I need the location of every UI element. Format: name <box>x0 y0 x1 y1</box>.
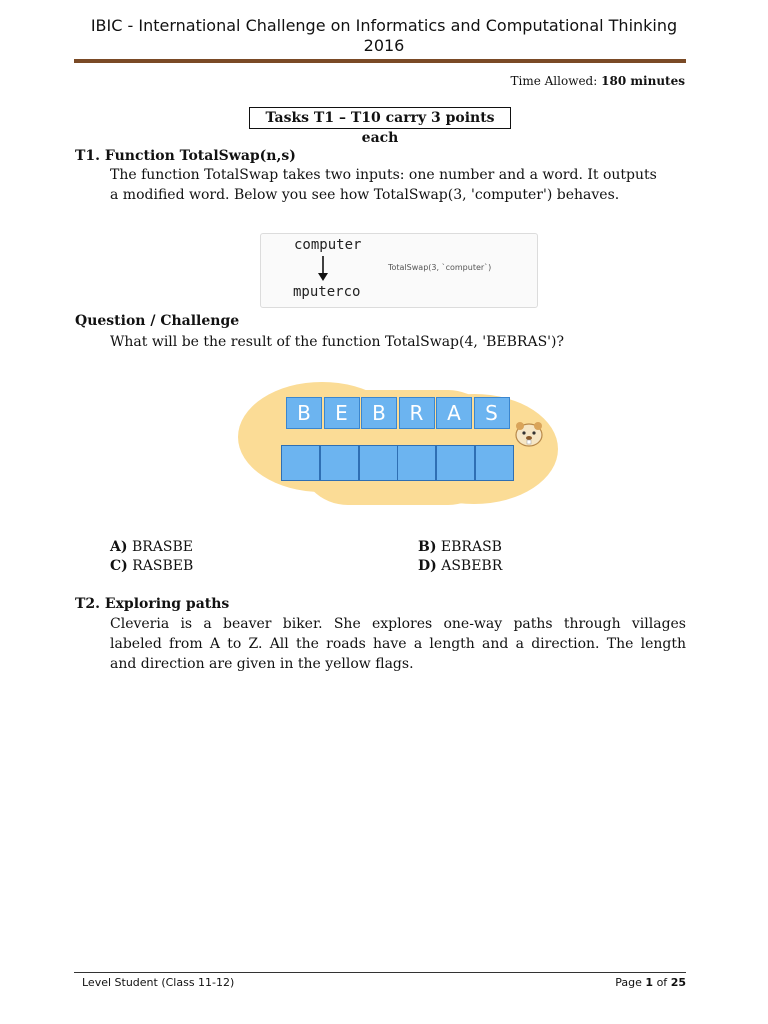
time-allowed-label: Time Allowed: <box>510 74 598 88</box>
answer-text: ASBEBR <box>441 558 503 574</box>
tasks-points-box: Tasks T1 – T10 carry 3 points each <box>249 107 511 129</box>
answer-option-b[interactable] <box>418 537 502 557</box>
answer-key: A) <box>110 539 128 555</box>
question-text: What will be the result of the function TotalSwap(4, 'BEBRAS')? <box>110 334 564 350</box>
answer-key: C) <box>110 558 128 574</box>
answer-slot[interactable] <box>475 445 514 481</box>
t1-heading: T1. Function TotalSwap(n,s) <box>75 148 296 164</box>
answer-text: RASBEB <box>132 558 194 574</box>
answer-option-c[interactable] <box>110 556 193 576</box>
footer-page-number <box>615 976 686 989</box>
letter-box: A <box>436 397 472 429</box>
page-label: Page <box>615 976 642 989</box>
t2-description <box>110 614 686 674</box>
answer-text: EBRASB <box>440 539 502 555</box>
letter-box: S <box>474 397 510 429</box>
footer-level: Level Student (Class 11-12) <box>82 976 235 989</box>
answer-option-a[interactable] <box>110 537 193 557</box>
header-title-line2: 2016 <box>363 36 405 55</box>
total-pages: 25 <box>670 976 686 989</box>
totalswap-example-figure <box>260 233 538 308</box>
answer-option-d[interactable] <box>418 556 502 576</box>
example-output-word: mputerco <box>293 284 361 300</box>
t2-description-line2: labeled from A to Z. All the roads have a length and a direction. The length <box>110 636 686 652</box>
answer-slot[interactable] <box>436 445 475 481</box>
t2-description-line3: and direction are given in the yellow flags. <box>110 656 414 672</box>
example-call-label: TotalSwap(3, `computer`) <box>388 263 492 272</box>
answer-slot[interactable] <box>320 445 359 481</box>
footer-divider <box>74 972 686 973</box>
header-title-line1: IBIC - International Challenge on Informatics and Computational Thinking <box>90 16 678 35</box>
t2-description-line1: Cleveria is a beaver biker. She explores one-way paths through villages <box>110 616 686 632</box>
letter-box: B <box>361 397 397 429</box>
t1-description-line2: a modified word. Below you see how TotalSwap(3, 'computer') behaves. <box>110 187 620 203</box>
answer-slot[interactable] <box>359 445 398 481</box>
beaver-icon <box>512 417 546 449</box>
example-input-word: computer <box>294 237 362 253</box>
of-label: of <box>656 976 668 989</box>
bebras-puzzle-figure <box>238 375 558 517</box>
answer-key: D) <box>418 558 437 574</box>
answer-text: BRASBE <box>131 539 193 555</box>
current-page: 1 <box>645 976 654 989</box>
answer-key: B) <box>418 539 437 555</box>
document-header <box>60 16 708 56</box>
answer-slot[interactable] <box>281 445 320 481</box>
header-divider <box>74 59 686 63</box>
time-allowed <box>510 74 685 88</box>
time-allowed-value: 180 minutes <box>601 74 685 88</box>
letter-box: R <box>399 397 435 429</box>
letter-box: B <box>286 397 322 429</box>
t1-description <box>110 165 688 205</box>
t2-heading: T2. Exploring paths <box>75 596 230 612</box>
answer-slot[interactable] <box>397 445 436 481</box>
question-heading: Question / Challenge <box>75 313 240 329</box>
down-arrow-icon <box>316 256 330 282</box>
letter-box: E <box>324 397 360 429</box>
t1-description-line1: The function TotalSwap takes two inputs: one number and a word. It outputs <box>110 167 657 183</box>
